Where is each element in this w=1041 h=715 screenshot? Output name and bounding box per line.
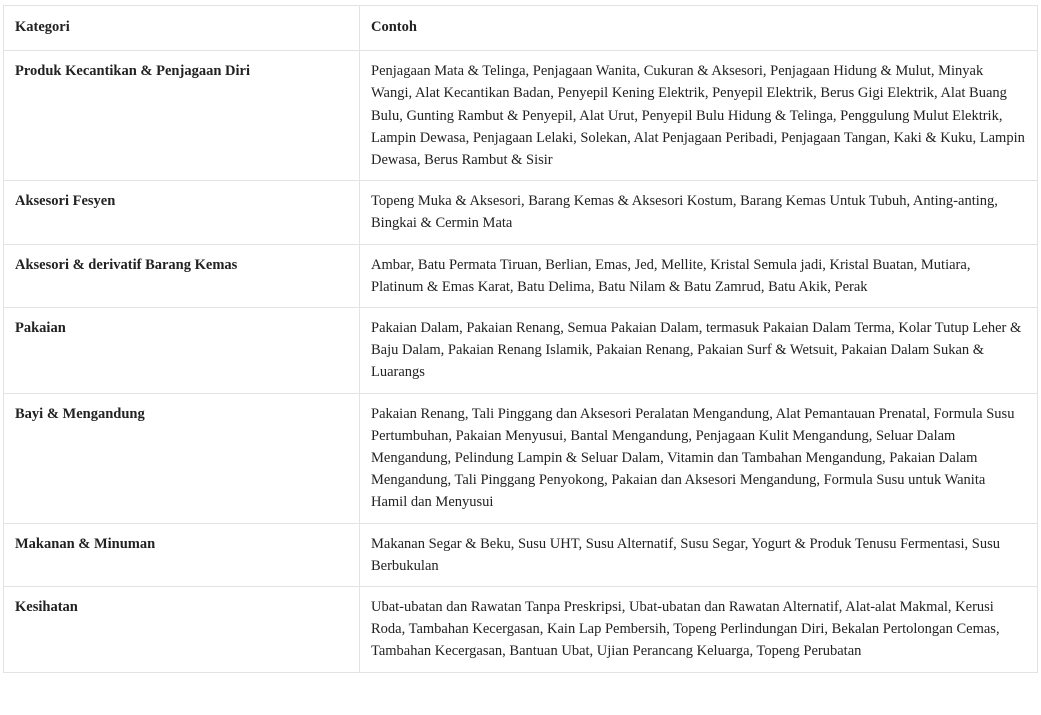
table-row [4, 308, 1038, 394]
category-table [3, 5, 1038, 673]
row-examples: Penjagaan Mata & Telinga, Penjagaan Wanita, Cukuran & Aksesori, Penjagaan Hidung & Mulut, Minyak Wangi, Alat Kecantikan Badan, Penyepil Kening Elektrik, Penyepil Elektrik, Berus Gigi Elektrik, Alat Buang Bulu, Gunting Rambut & Penyepil, Alat Urut, Penyepil Bulu Hidung & Telinga, Penggulung Mulut Elektrik, Lampin Dewasa, Penjagaan Lelaki, Solekan, Alat Penjagaan Peribadi, Penjagaan Tangan, Kaki & Kuku, Lampin Dewasa, Berus Rambut & Sisir [360, 51, 1038, 181]
row-category: Produk Kecantikan & Penjagaan Diri [4, 51, 360, 181]
row-examples: Ubat-ubatan dan Rawatan Tanpa Preskripsi, Ubat-ubatan dan Rawatan Alternatif, Alat-alat Makmal, Kerusi Roda, Tambahan Kecergasan, Kain Lap Pembersih, Topeng Perlindungan Diri, Bekalan Pertolongan Cemas, Tambahan Kecergasan, Bantuan Ubat, Ujian Perancang Keluarga, Topeng Perubatan [360, 587, 1038, 673]
row-category: Pakaian [4, 308, 360, 394]
row-category: Aksesori Fesyen [4, 181, 360, 244]
row-category: Kesihatan [4, 587, 360, 673]
table-header-row [4, 6, 1038, 51]
row-examples: Makanan Segar & Beku, Susu UHT, Susu Alternatif, Susu Segar, Yogurt & Produk Tenusu Fermentasi, Susu Berbukulan [360, 523, 1038, 586]
table-row [4, 181, 1038, 244]
table-row [4, 393, 1038, 523]
table-row [4, 523, 1038, 586]
header-examples: Contoh [360, 6, 1038, 51]
category-table-container [3, 5, 1037, 673]
row-examples: Ambar, Batu Permata Tiruan, Berlian, Emas, Jed, Mellite, Kristal Semula jadi, Kristal Buatan, Mutiara, Platinum & Emas Karat, Batu Delima, Batu Nilam & Batu Zamrud, Batu Akik, Perak [360, 244, 1038, 307]
header-category: Kategori [4, 6, 360, 51]
row-category: Makanan & Minuman [4, 523, 360, 586]
row-examples: Pakaian Renang, Tali Pinggang dan Aksesori Peralatan Mengandung, Alat Pemantauan Prenatal, Formula Susu Pertumbuhan, Pakaian Menyusui, Bantal Mengandung, Penjagaan Kulit Mengandung, Seluar Dalam Mengandung, Pelindung Lampin & Seluar Dalam, Vitamin dan Tambahan Mengandung, Pakaian Dalam Mengandung, Tali Pinggang Penyokong, Pakaian dan Aksesori Mengandung, Formula Susu untuk Wanita Hamil dan Menyusui [360, 393, 1038, 523]
table-row [4, 587, 1038, 673]
row-category: Aksesori & derivatif Barang Kemas [4, 244, 360, 307]
table-row [4, 51, 1038, 181]
row-category: Bayi & Mengandung [4, 393, 360, 523]
table-row [4, 244, 1038, 307]
row-examples: Topeng Muka & Aksesori, Barang Kemas & Aksesori Kostum, Barang Kemas Untuk Tubuh, Anting-anting, Bingkai & Cermin Mata [360, 181, 1038, 244]
row-examples: Pakaian Dalam, Pakaian Renang, Semua Pakaian Dalam, termasuk Pakaian Dalam Terma, Kolar Tutup Leher & Baju Dalam, Pakaian Renang Islamik, Pakaian Renang, Pakaian Surf & Wetsuit, Pakaian Dalam Sukan & Luarangs [360, 308, 1038, 394]
